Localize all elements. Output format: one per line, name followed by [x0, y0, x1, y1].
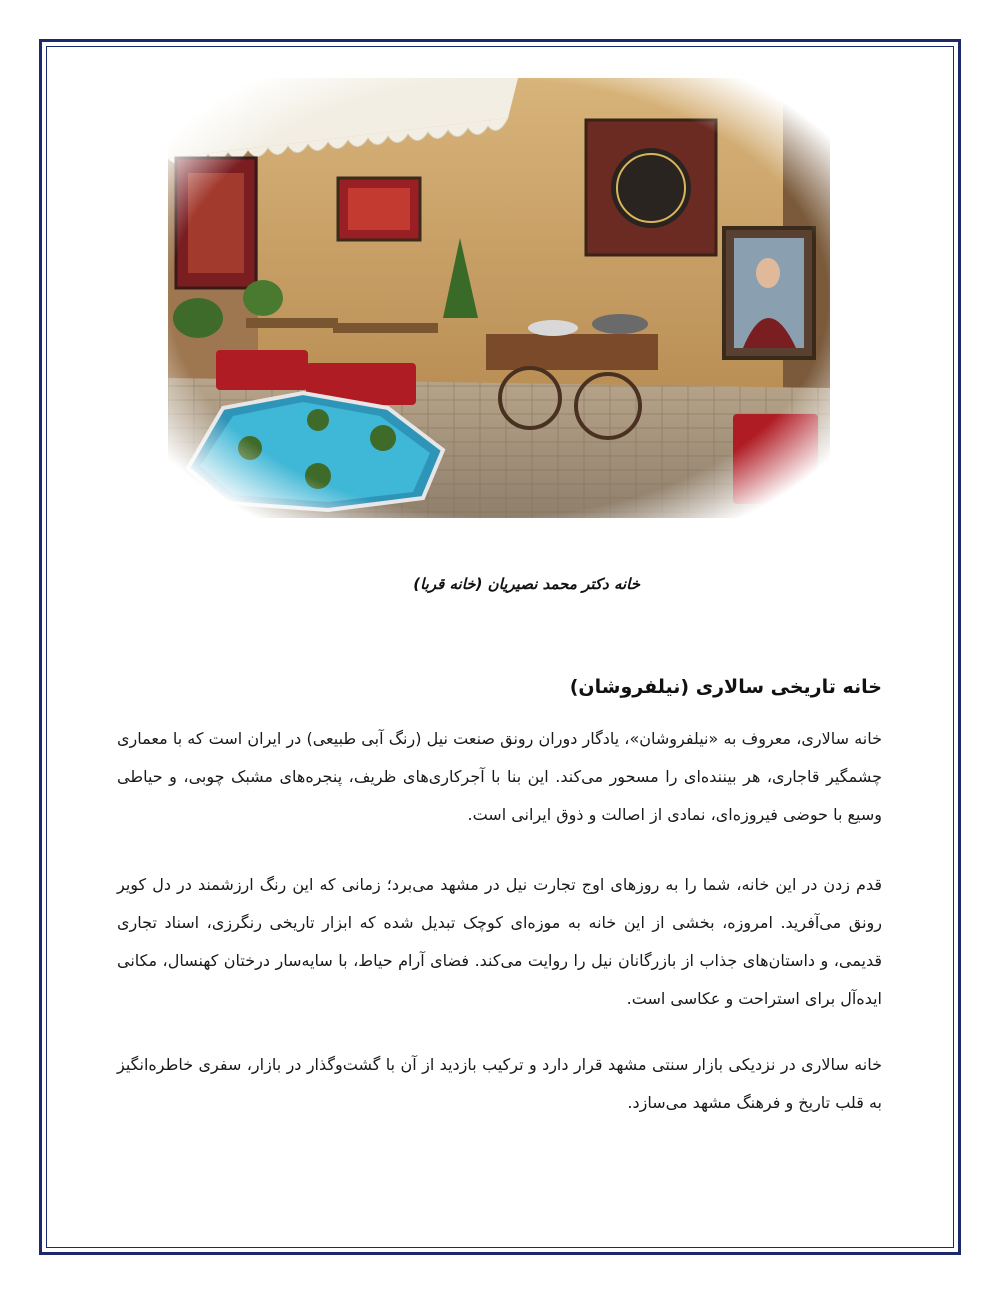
section-heading: خانه تاریخی سالاری (نیلفروشان) [569, 676, 882, 698]
paragraph-2: قدم زدن در این خانه، شما را به روزهای اوج تجارت نیل در مشهد می‌برد؛ زمانی که این رنگ ارزشمند در دل کویر رونق می‌آفرید. امروزه، بخشی از این خانه به موزه‌ای کوچک تبدیل شده که ابزار تاریخی رنگرزی، اسناد تجاری قدیمی، و داستان‌های جذاب از بازرگانان نیل را روایت می‌کند. فضای آرام حیاط، با سایه‌سار درختان کهنسال، مکانی ایده‌آل برای استراحت و عکاسی است. [117, 875, 882, 1008]
courtyard-photo [168, 78, 830, 518]
photo-caption: خانه دکتر محمد نصیریان (خانه قربا) [413, 575, 640, 593]
paragraph-3: خانه سالاری در نزدیکی بازار سنتی مشهد قرار دارد و ترکیب بازدید از آن با گشت‌وگذار در بازار، سفری خاطره‌انگیز به قلب تاریخ و فرهنگ مشهد می‌سازد. [117, 1055, 882, 1112]
paragraph-1: خانه سالاری، معروف به «نیلفروشان»، یادگار دوران رونق صنعت نیل (رنگ آبی طبیعی) در ایران است که با معماری چشمگیر قاجاری، هر بیننده‌ای را مسحور می‌کند. این بنا با آجرکاری‌های ظریف، پنجره‌های مشبک چوبی، و حیاطی وسیع با حوضی فیروزه‌ای، نمادی از اصالت و ذوق ایرانی است. [117, 729, 882, 824]
